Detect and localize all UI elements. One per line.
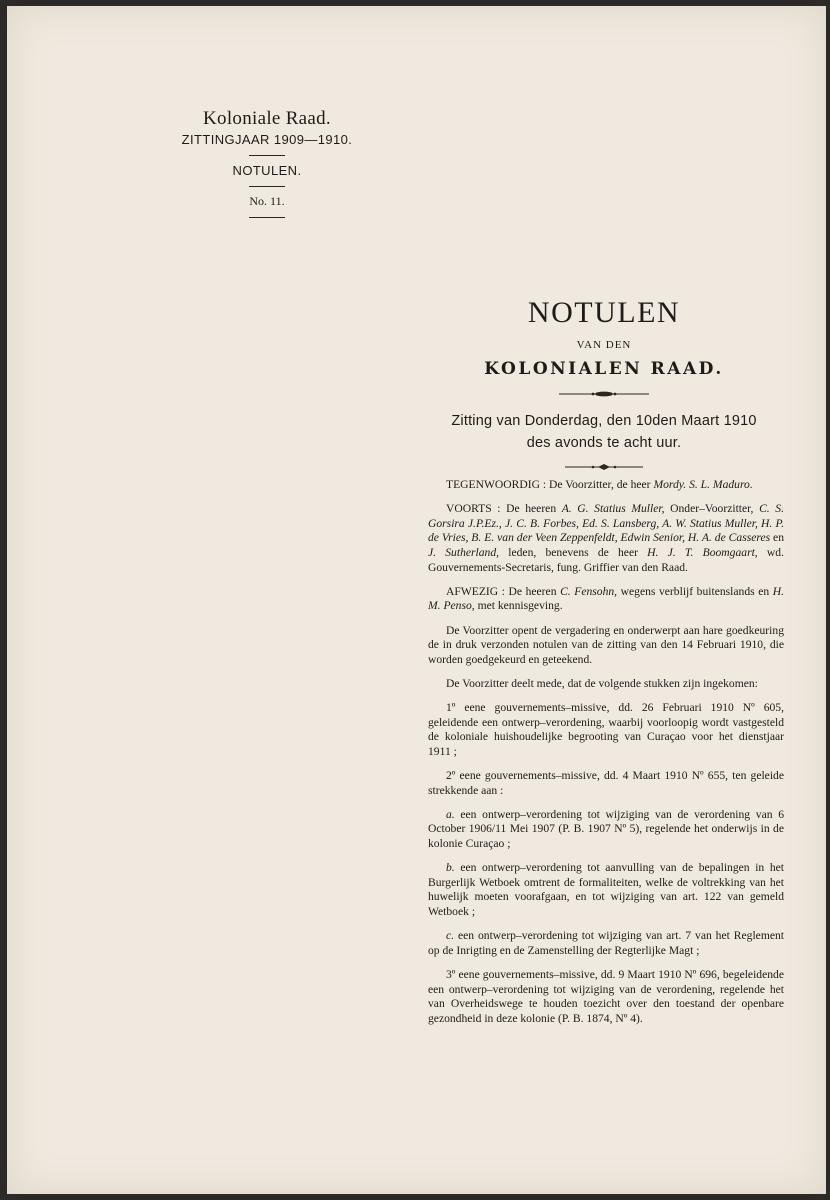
item-label: a. bbox=[446, 807, 455, 821]
text: De heeren bbox=[506, 502, 562, 516]
paragraph-item-a bbox=[428, 808, 784, 852]
text: wegens verblijf buitenslands en bbox=[617, 584, 773, 598]
session-date bbox=[425, 410, 783, 454]
divider bbox=[249, 186, 285, 187]
text: en bbox=[770, 531, 784, 545]
name: H. M. Penso, bbox=[428, 584, 784, 613]
paragraph-item-b bbox=[428, 861, 784, 919]
label: TEGENWOORDIG : bbox=[446, 478, 550, 491]
council-heading: Koloniale Raad. bbox=[203, 108, 331, 129]
text: een ontwerp–verordening tot wijziging van de verordening van 6 October 1906/11 Mei 1907 (P. B. 1907 Nº 5), regelende het onderwijs in de kolonie Curaçao ; bbox=[428, 807, 784, 851]
session-time-line: des avonds te acht uur. bbox=[526, 435, 682, 451]
text: wd. Gouvernements-Secretaris, fung. Griffier van den Raad. bbox=[428, 545, 784, 574]
text: leden, benevens de heer bbox=[499, 545, 648, 559]
item-label: b. bbox=[446, 861, 455, 875]
paragraph-present bbox=[428, 478, 784, 493]
name: C. Fensohn, bbox=[560, 584, 618, 598]
text: Onder–Voorzitter, bbox=[664, 502, 760, 516]
paragraph-opening: De Voorzitter opent de vergadering en onderwerpt aan hare goedkeuring de in druk verzonden notulen van de zitting van den 14 Februari 1910, die worden goedgekeurd en geteekend. bbox=[428, 623, 784, 666]
text: met kennisgeving. bbox=[474, 599, 563, 613]
document-number: No. 11. bbox=[249, 194, 285, 208]
name: H. J. T. Boomgaart, bbox=[647, 545, 758, 559]
page-subtitle: VAN DEN bbox=[576, 339, 632, 351]
paragraph-further bbox=[428, 502, 784, 575]
paragraph-absent bbox=[428, 585, 784, 614]
paragraph-announcement: De Voorzitter deelt mede, dat de volgende stukken zijn ingekomen: bbox=[446, 676, 758, 690]
name: A. G. Statius Muller, bbox=[561, 502, 665, 516]
name: Mordy. S. L. Maduro. bbox=[653, 478, 753, 491]
minutes-body bbox=[428, 478, 784, 1036]
name: J. Sutherland, bbox=[428, 545, 500, 559]
session-year: ZITTINGJAAR 1909—1910. bbox=[181, 132, 353, 147]
divider bbox=[249, 217, 285, 218]
page-title: NOTULEN bbox=[527, 296, 681, 329]
ornament-rule-icon bbox=[565, 463, 643, 471]
item-label: c. bbox=[446, 929, 455, 943]
name: C. S. Gorsira J.P.Ez., J. C. B. Forbes, Ed. S. Lansberg, A. W. Statius Muller, H. P. de Vries, B. E. van der Veen Zeppenfeldt, Edwin Senior, H. A. de Casseres bbox=[428, 502, 784, 545]
label: VOORTS : bbox=[446, 502, 507, 516]
ornament-divider bbox=[425, 383, 783, 402]
paragraph-item-3: 3º eene gouvernements–missive, dd. 9 Maart 1910 Nº 696, begeleidende een ontwerp–verordening tot wijziging van de verordening, regelende het van Overheidswege te houden toezicht over den toestand der openbare gezondheid in deze kolonie (P. B. 1874, Nº 4). bbox=[428, 967, 784, 1025]
paragraph-item-2: 2º eene gouvernements–missive, dd. 4 Maart 1910 Nº 655, ten geleide strekkende aan : bbox=[428, 769, 784, 797]
text: een ontwerp–verordening tot aanvulling van de bepalingen in het Burgerlijk Wetboek omtrent de formaliteiten, welke de voltrekking van het huwelijk moeten voorafgaan, en tot wijziging van art. 122 van gemeld Wetboek ; bbox=[428, 861, 784, 918]
document-page bbox=[7, 6, 826, 1194]
paragraph-item-1: 1º eene gouvernements–missive, dd. 26 Februari 1910 Nº 605, geleidende een ontwerp–verordening, waarbij voorloopig wordt vastgesteld de koloniale huishoudelijke begrooting van Curaçao voor het dienstjaar 1911 ; bbox=[428, 701, 784, 758]
council-title: KOLONIALEN RAAD. bbox=[484, 359, 724, 379]
text: een ontwerp–verordening tot wijziging van art. 7 van het Reglement op de Inrigting en de Zamenstelling der Regterlijke Magt ; bbox=[428, 929, 784, 957]
minutes-heading: NOTULEN. bbox=[232, 163, 302, 178]
divider bbox=[249, 155, 285, 156]
paragraph-item-c bbox=[428, 929, 784, 958]
label: AFWEZIG : bbox=[446, 584, 509, 598]
header-block bbox=[157, 108, 377, 225]
session-date-line: Zitting van Donderdag, den 10den Maart 1910 bbox=[451, 413, 757, 429]
ornament-divider bbox=[425, 456, 783, 475]
text: De Voorzitter, de heer bbox=[549, 478, 654, 491]
text: De heeren bbox=[508, 584, 561, 598]
ornament-rule-icon bbox=[559, 390, 649, 398]
